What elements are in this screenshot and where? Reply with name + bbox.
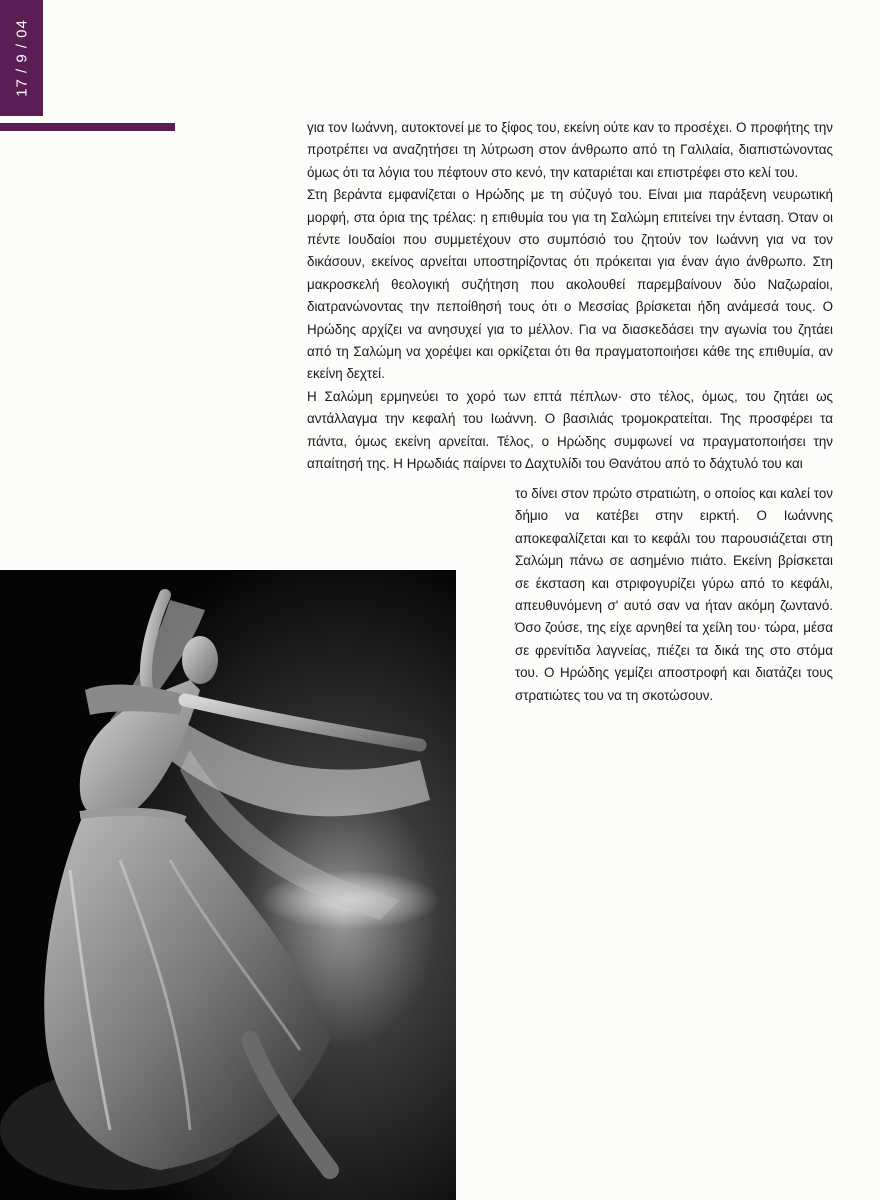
date-tab: [0, 0, 43, 116]
dancer-illustration: [0, 570, 456, 1200]
issue-date: 17 / 9 / 04: [13, 19, 31, 97]
article-text-upper: [307, 117, 833, 476]
accent-rule: [0, 123, 175, 131]
article-paragraph-3-continued: το δίνει στον πρώτο στρατιώτη, ο οποίος και καλεί τον δήμιο να κατέβει στην ειρκτή. Ο Ιωάννης αποκεφαλίζεται και το κεφάλι του παρουσιάζεται στη Σαλώμη πάνω σε ασημένιο πιάτο. Εκείνη βρίσκεται σε έκσταση και στριφογυρίζει γύρω από το κεφάλι, απευθυνόμενη σ' αυτό σαν να ήταν ακόμη ζωντανό. Όσο ζούσε, της είχε αρνηθεί τα χείλη του· τώρα, μέσα σε φρενίτιδα λαγνείας, πιέζει τα δικά της στο στόμα του. Ο Ηρώδης γεμίζει αποστροφή και διατάζει τους στρατιώτες του να τη σκοτώσουν.: [515, 486, 833, 703]
dancer-with-veil-photo: [0, 570, 456, 1200]
article-paragraph-3-start: Η Σαλώμη ερμηνεύει το χορό των επτά πέπλων· στο τέλος, όμως, του ζητάει ως αντάλλαγμα την κεφαλή του Ιωάννη. Ο βασιλιάς τρομοκρατείται. Της προσφέρει τα πάντα, όμως εκείνη αρνείται. Τέλος, ο Ηρώδης συμφωνεί να πραγματοποιήσει την απαίτησή της. Η Ηρωδιάς παίρνει το Δαχτυλίδι του Θανάτου από το δάχτυλό του και: [307, 388, 833, 472]
article-paragraph-2: Στη βεράντα εμφανίζεται ο Ηρώδης με τη σύζυγό του. Είναι μια παράξενη νευρωτική μορφή, στα όρια της τρέλας: η επιθυμία του για τη Σαλώμη επιτείνει την ένταση. Όταν οι πέντε Ιουδαίοι που συμμετέχουν στο συμπόσιό του ζητούν τον Ιωάννη για να τον δικάσουν, εκείνος αρνείται υποστηρίζοντας ότι πρόκειται για έναν άγιο άνθρωπο. Στη μακροσκελή θεολογική συζήτηση που ακολουθεί παρεμβαίνουν δύο Ναζωραίοι, διατρανώνοντας την πεποίθησή τους ότι ο Μεσσίας βρίσκεται ήδη ανάμεσά τους. Ο Ηρώδης αρχίζει να ανησυχεί για το μέλλον. Για να διασκεδάσει την αγωνία του ζητάει από τη Σαλώμη να χορέψει και ορκίζεται ότι θα πραγματοποιήσει κάθε της επιθυμία, αν εκείνη δεχτεί.: [307, 187, 833, 382]
article-text-lower: [515, 483, 833, 707]
article-paragraph-1: για τον Ιωάννη, αυτοκτονεί με το ξίφος του, εκείνη ούτε καν το προσέχει. Ο προφήτης την προτρέπει να αναζητήσει τη λύτρωση στον άνθρωπο από τη Γαλιλαία, διαπιστώνοντας όμως ότι τα λόγια του πέφτουν στο κενό, την καταριέται και επιστρέφει στο κελί του.: [307, 120, 833, 180]
